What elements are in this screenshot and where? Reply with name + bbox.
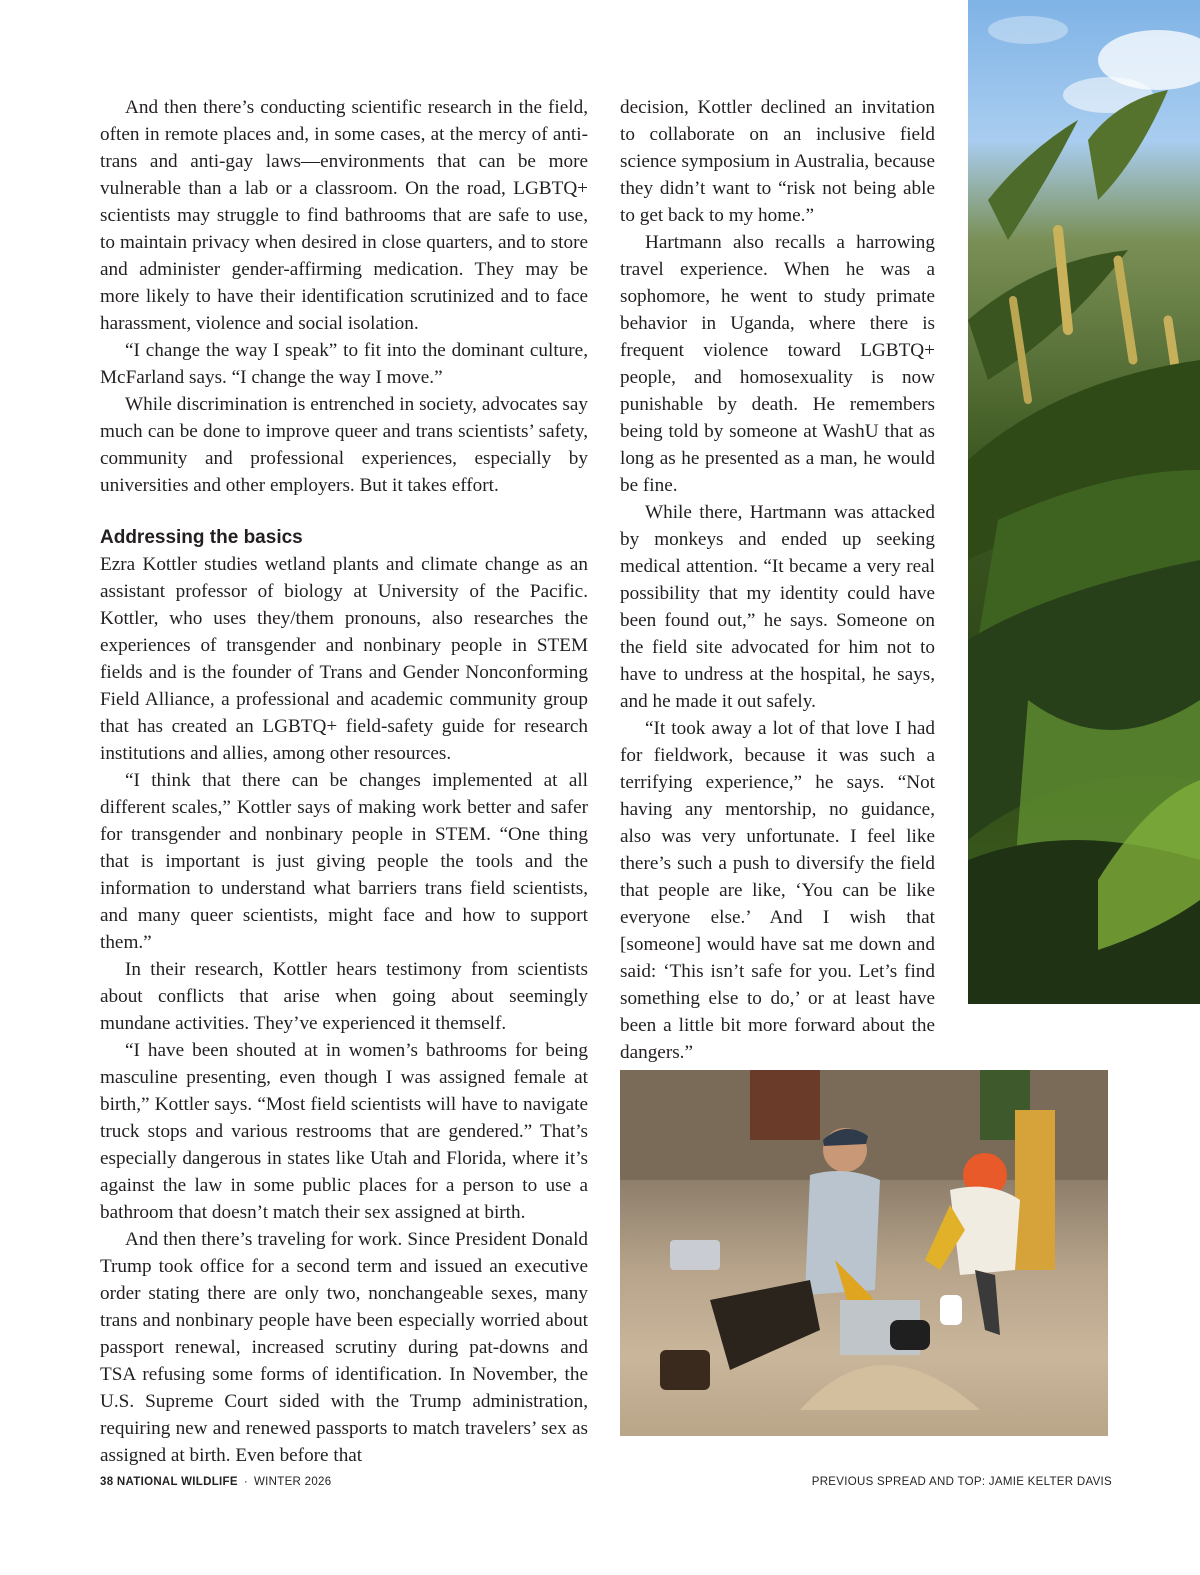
photo-credit: PREVIOUS SPREAD AND TOP: JAMIE KELTER DAVIS (811, 1476, 1112, 1488)
section-subhead: Addressing the basics (100, 527, 303, 548)
magazine-name: NATIONAL WILDLIFE (116, 1476, 238, 1488)
page-footer (100, 1476, 331, 1488)
body-paragraph-continued: decision, Kottler declined an invitation to collaborate on an inclusive field science symposium in Australia, because they didn’t want to “risk not being able to get back to my home.” (620, 97, 935, 226)
body-paragraph: Ezra Kottler studies wetland plants and climate change as an assistant professor of biology at University of the Pacific. Kottler, who uses they/them pronouns, also researches the experiences of transgender and nonbinary people in STEM fields and is the founder of Trans and Gender Nonconforming Field Alliance, a professional and academic community group that has created an LGBTQ+ field-safety guide for research institutions and allies, among other resources. (100, 554, 588, 764)
article-column-right (620, 94, 935, 1066)
body-paragraph: “It took away a lot of that love I had for fieldwork, because it was such a terrifying experience,” he says. “Not having any mentorship, no guidance, also was very unfortunate. I feel like there’s such a push to diversify the field that people are like, ‘You can be like everyone else.’ And I wish that [someone] would have sat me down and said: ‘This isn’t safe for you. Let’s find something else to do,’ or at least have been a little bit more forward about the dangers.” (620, 718, 935, 1063)
body-paragraph: “I think that there can be changes implemented at all different scales,” Kottler says of making work better and safer for transgender and nonbinary people in STEM. “One thing that is important is just giving people the tools and the information to understand what barriers trans field scientists, and many queer scientists, might face and how to support them.” (100, 770, 588, 953)
footer-separator: · (243, 1476, 248, 1488)
body-paragraph: And then there’s traveling for work. Since President Donald Trump took office for a second term and issued an executive order stating there are only two, nonchangeable sexes, many trans and nonbinary people have been especially worried about passport renewal, increased scrutiny during pat-downs and TSA refusing some forms of identification. In November, the U.S. Supreme Court sided with the Trump administration, requiring new and renewed passports to match travelers’ sex as assigned at birth. Even before that (100, 1229, 588, 1466)
article-column-left (100, 94, 588, 1469)
issue-date: WINTER 2026 (253, 1476, 332, 1488)
page-number: 38 (100, 1476, 114, 1488)
body-paragraph: And then there’s conducting scientific research in the field, often in remote places and, in some cases, at the mercy of anti-trans and anti-gay laws—environments that can be more vulnerable than a lab or a classroom. On the road, LGBTQ+ scientists may struggle to find bathrooms that are safe to use, to maintain privacy when desired in close quarters, and to store and administer gender-affirming medication. They may be more likely to have their identification scrutinized and to face harassment, violence and social isolation. (100, 97, 588, 334)
grass-illustration (968, 0, 1200, 1004)
body-paragraph: “I change the way I speak” to fit into the dominant culture, McFarland says. “I change the way I move.” (100, 340, 588, 388)
field-scene-illustration (620, 1070, 1108, 1436)
field-scientists-photo (620, 1070, 1108, 1436)
body-paragraph: In their research, Kottler hears testimony from scientists about conflicts that arise when going about seemingly mundane activities. They’ve experienced it themself. (100, 959, 588, 1034)
body-paragraph: “I have been shouted at in women’s bathrooms for being masculine presenting, even though I was assigned female at birth,” Kottler says. “Most field scientists will have to navigate truck stops and various restrooms that are gendered.” That’s especially dangerous in states like Utah and Florida, where it’s against the law in some public places for a person to use a bathroom that doesn’t match their sex assigned at birth. (100, 1040, 588, 1223)
grass-photo (968, 0, 1200, 1004)
body-paragraph: Hartmann also recalls a harrowing travel experience. When he was a sophomore, he went to study primate behavior in Uganda, where there is frequent violence toward LGBTQ+ people, and homosexuality is now punishable by death. He remembers being told by someone at WashU that as long as he presented as a man, he would be fine. (620, 232, 935, 496)
body-paragraph: While discrimination is entrenched in society, advocates say much can be done to improve queer and trans scientists’ safety, community and professional experiences, especially by universities and other employers. But it takes effort. (100, 394, 588, 496)
body-paragraph: While there, Hartmann was attacked by monkeys and ended up seeking medical attention. “It became a very real possibility that my identity could have been found out,” he says. Someone on the field site advocated for him not to have to undress at the hospital, he says, and he made it out safely. (620, 502, 935, 712)
